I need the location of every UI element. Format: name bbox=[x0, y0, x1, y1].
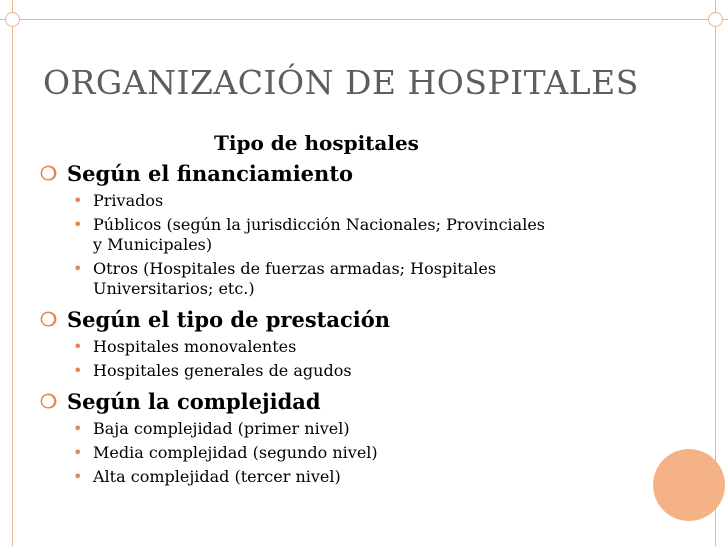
list-item bbox=[40, 443, 660, 463]
section-heading-text: Según la complejidad bbox=[67, 389, 321, 414]
section-heading-text: Según el financiamiento bbox=[67, 161, 354, 186]
bullet-icon: • bbox=[73, 259, 83, 278]
bullet-icon: • bbox=[73, 419, 83, 438]
frame-line-top bbox=[0, 19, 728, 20]
bullet-icon: • bbox=[73, 215, 83, 234]
section-heading bbox=[40, 303, 660, 337]
list-item-text: Hospitales generales de agudos bbox=[93, 361, 352, 380]
list-item-text: Públicos (según la jurisdicción Nacionales; Provinciales y Municipales) bbox=[93, 215, 545, 254]
list-item bbox=[40, 419, 660, 439]
list-item bbox=[40, 337, 660, 357]
slide-title: ORGANIZACIÓN DE HOSPITALES bbox=[43, 63, 639, 102]
bullet-icon: • bbox=[73, 337, 83, 356]
bullet-icon: ❍ bbox=[40, 309, 58, 331]
frame-line-left bbox=[12, 0, 13, 546]
list-item bbox=[40, 467, 660, 487]
decorative-circle bbox=[653, 449, 725, 521]
slide-content bbox=[40, 157, 660, 491]
section-heading bbox=[40, 157, 660, 191]
frame-corner-dot bbox=[708, 12, 723, 27]
slide-subtitle: Tipo de hospitales bbox=[214, 131, 419, 155]
list-item bbox=[40, 259, 660, 299]
bullet-icon: • bbox=[73, 467, 83, 486]
list-item-text: Privados bbox=[93, 191, 164, 210]
section-heading bbox=[40, 385, 660, 419]
section-heading-text: Según el tipo de prestación bbox=[67, 307, 391, 332]
bullet-icon: • bbox=[73, 443, 83, 462]
list-item-text: Alta complejidad (tercer nivel) bbox=[93, 467, 341, 486]
list-item-text: Hospitales monovalentes bbox=[93, 337, 297, 356]
list-item bbox=[40, 361, 660, 381]
bullet-icon: ❍ bbox=[40, 391, 58, 413]
bullet-icon: • bbox=[73, 191, 83, 210]
list-item bbox=[40, 191, 660, 211]
frame-corner-dot bbox=[5, 12, 20, 27]
list-item-text: Media complejidad (segundo nivel) bbox=[93, 443, 378, 462]
list-item-text: Baja complejidad (primer nivel) bbox=[93, 419, 350, 438]
bullet-icon: • bbox=[73, 361, 83, 380]
list-item-text: Otros (Hospitales de fuerzas armadas; Hospitales Universitarios; etc.) bbox=[93, 259, 497, 298]
list-item bbox=[40, 215, 660, 255]
bullet-icon: ❍ bbox=[40, 163, 58, 185]
